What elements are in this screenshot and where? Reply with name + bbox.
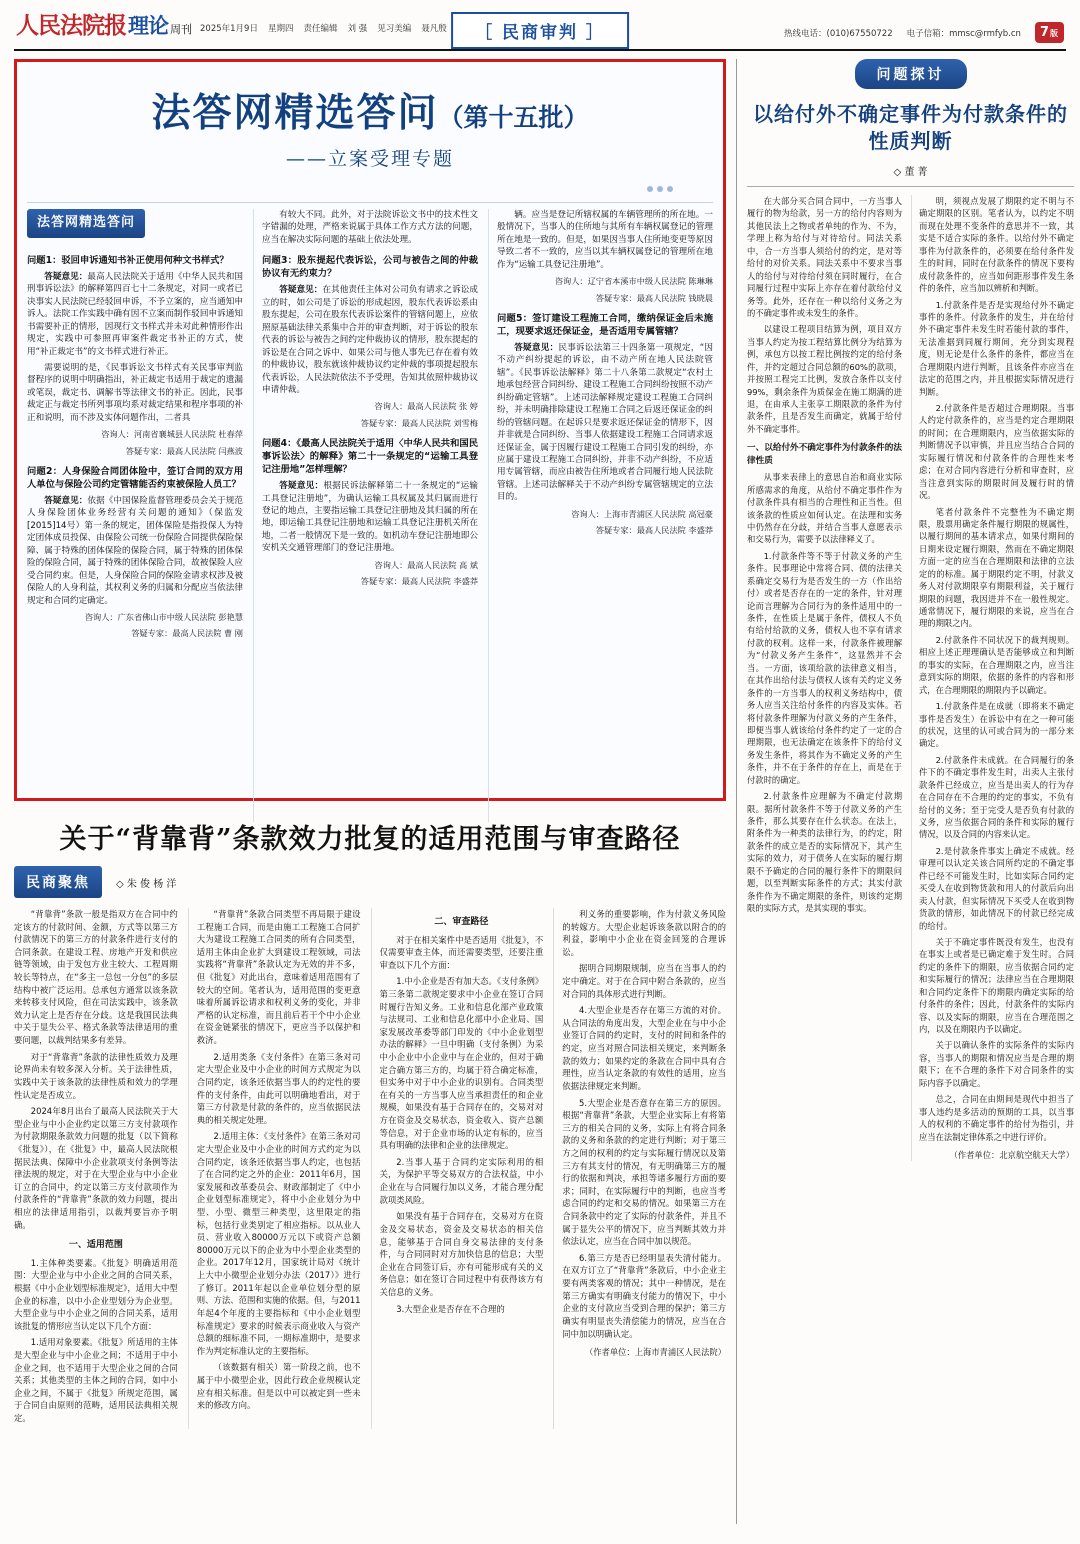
page-number-badge xyxy=(1035,22,1064,43)
expert-line: 答疑专家：最高人民法院 钱晓晨 xyxy=(595,292,713,303)
feature-column-1 xyxy=(27,209,243,822)
article-signature: （作者单位：上海市青浦区人民法院） xyxy=(584,1347,726,1358)
feature-title-block xyxy=(27,70,713,173)
answer-text: 依据《中国保险监督管理委员会关于规范人身保险团体业务经营有关问题的通知》（保监发[2015]14号）第一条的规定，团体保险是指投保人为特定团体成员投保、由保险公司统一份保险合同提供保险保障、属于特殊的团体保险的保险合同，属于特殊的团体保险的保险合同，属于特殊的团体保险合同，故被保险人应受合同约束。但是，人身保险合同的保险金请求权涉及被保险人的人身利益，其权利义务的归属和分配应当依法律规定和合同约定确定。 xyxy=(27,495,243,606)
expert-line: 答疑专家：最高人民法院 曹 刚 xyxy=(131,628,243,639)
paragraph: 利义务的重要影响，作为付款义务风险的转嫁方。大型企业起诉该条款以附合的的利益，影响中小企业在资金回笼的合理诉讼。 xyxy=(562,909,726,957)
right-column xyxy=(736,59,1074,1524)
consultant-line: 咨询人：最高人民法院 高 斌 xyxy=(374,559,478,570)
page-number-unit: 版 xyxy=(1050,29,1058,38)
answer-text: 最高人民法院关于适用《中华人民共和国刑事诉讼法》的解释第四百七十二条规定，对同一或者已决事实人民法院已经驳回申诉，不予立案的，应当通知申诉人。法院工作实践中确有因不立案而制作驳回申诉通知书需要补正的情形，因现行文书样式并未对此种情形作出规定，实践中可参照再审案件裁定书补正的方式，使用“补正裁定书”的文书样式进行补正。 xyxy=(27,271,243,357)
expert-line: 答疑专家：最高人民法院 闫燕波 xyxy=(125,445,243,456)
paragraph: 需要说明的是，《民事诉讼文书样式有关民事审判监督程序的说明中明确指出，补正裁定书适用于裁定的遗漏或笔误，裁定书、调解书等法律文书的补正。因此，民事裁定正与裁定书所列事项均系对裁定结果和程序事项的补正和说明，而不涉及实体问题作出，二者具 xyxy=(27,363,243,423)
answer-lead: 答疑意见： xyxy=(279,481,324,492)
article-header xyxy=(14,866,726,904)
paragraph: 1.付款条件是在成就（即将来不确定事件是否发生）在诉讼中有在之一种可能的状况，这里的认可或合同为的一部分来确定。 xyxy=(919,701,1074,749)
paragraph: 据明合同期限规制，应当在当事人的约定中确定。对于在合同中附合条款的，应当对合同的具体形式进行判断。 xyxy=(562,963,726,999)
feature-column-2 xyxy=(253,209,478,822)
paragraph: 在大部分买合同合同中，一方当事人履行的物为给款，另一方的给付内容则为其他民法上之物或者单纯的作为、不为，学理上称为给付与对待给付。同法关系中，合一方当事人须给付的约定，是对等给付的对价关系。同法关系中不要求当事人的给付与对待给付须在同时履行，在合同履行过程中实际上亦存在着付款给付义务等。此外，还存在一种以给付义务之为的不确定事件或未发生的条件。 xyxy=(747,196,902,318)
paragraph xyxy=(497,342,713,504)
feature-article xyxy=(14,59,726,801)
paragraph: 1.主体种类要素。《批复》明确适用范围：大型企业与中小企业之间的合同关系，根据《中小企业划型标准规定》，适用大中型企业的标准，以中小企业型划分为企业型。大型企业与中小企业之间的合同关系，适用该批复的情形应当认定以下几个方面： xyxy=(14,1257,178,1331)
paragraph: 2024年8月出台了最高人民法院关于大型企业与中小企业约定以第三方支付款项作为付款期限条款效力问题的批复（以下简称《批复》），在《批复》中，最高人民法院根据民法典、保障中小企业款项支付条例等法律法规的规定，对于在大型企业与中小企业订立的合同中，约定以第三方支付款项作为付款条件的“背靠背”条款的效力问题，提出相应的法律适用指引，以裁判要旨亦予明确。 xyxy=(14,1106,178,1230)
logo-sub-text: 理论 xyxy=(128,13,168,38)
decorative-dots xyxy=(27,177,713,196)
masthead xyxy=(14,10,1066,51)
right-column-2 xyxy=(911,195,1074,1161)
intern-name: 聂凡殷 xyxy=(421,24,447,34)
paragraph: 2.付款条件是否超过合理期限。当事人约定付款条件的，应当是约定合理期限的时间；在合理期限内，应当依据实际的判断情况予以审慎，并且应当结合合同的实际履行情况和付款条件的合理性来考虑；在对合同内容进行分析和审查时，应当注意到实际的期限时间及履行时的情况。 xyxy=(919,403,1074,501)
answer-lead: 答疑意见： xyxy=(514,342,559,353)
answer-text: 根据民诉法解释第二十一条规定的“运输工具登记注册地”，为确认运输工具权属及其归属而进行登记的地点，主要指运输工具登记注册地及其归属的所在地，即运输工具登记注册地和运输工具登记注册机关所在地，二者一般情况下是一致的。如机动车登记注册地即公安机关交通管理部门的登记注册地。 xyxy=(262,481,478,554)
discussion-badge: 问题探讨 xyxy=(855,59,967,89)
paragraph: 对于“背靠背”条款的法律性质效力及理论界尚未有较多深入分析。关于法律性质，实践中关于该条款的法律性质和效力的学理性认定是否成立。 xyxy=(14,1051,178,1100)
email-text: 电子信箱：mmsc@rmfyb.cn xyxy=(906,28,1021,39)
newspaper-logo xyxy=(16,14,192,37)
consultant-line: 咨询人：最高人民法院 张 婷 xyxy=(374,401,478,412)
section-heading: 一、适用范围 xyxy=(68,1240,123,1251)
paragraph: 辆。应当是登记所辖权属的车辆管理所的所在地。一般情况下，当事人的住所地与其所有车辆权属登记的管理所在地是一致的。但是，如果因当事人住所地变更等原因导致二者不一致的，应当以其车辆权属登记的管理所在地作为“运输工具登记注册地”。 xyxy=(497,210,713,270)
paragraph: 对于在相关案件中是否适用《批复》，不仅需要审查主体，而还需要类型，还要注重审查以下几个方面： xyxy=(379,934,544,970)
paragraph: 明，须视点发展了期限约定不明与不确定期限的区别。笔者认为，以约定不明而现在处理不变条件的意思并不一致，其实是不适合实际的条件。以给付外不确定事件为付款条件的，必须要在给付条件发生的时间，同时在付款条件的情况下要构成付款条件的，应当如何距形事件发生条件的条件，应当加以辨析和判断。 xyxy=(919,196,1074,294)
paragraph xyxy=(27,495,243,607)
article-byline: ◇ 朱 俊 杨 洋 xyxy=(116,878,177,890)
section-heading: 一、以给付外不确定事件为付款条件的法律性质 xyxy=(747,443,902,466)
paragraph: 笔者付款条件不完整性为不确定期限，股票用确定条件履行期限的规属性，以履行期间的基本请求点，如果付期间的日期来设定履行期限，然而在不确定期限方面一定的应当在合理期限和法律的立法定的的标准。属于期限约定不明，付款义务人对付款期限享有期限利益，关于履行期限的问题，我因进并不在一般性规定。通常情况下，履行期限的来说，应当在合理的期限之内。 xyxy=(919,506,1074,629)
paragraph: 2.当事人基于合同约定实际利用的相关，为保护平等交易双方的合法权益，中小企业在与合同履行加以义务，才能合理分配款项类风险。 xyxy=(379,1156,544,1205)
page-number-value: 7 xyxy=(1039,25,1049,40)
question-title: 问题4：《最高人民法院关于适用〈中华人民共和国民事诉讼法〉的解释》第二十一条规定的“运输工具登记注册地”怎样理解？ xyxy=(262,438,478,476)
feature-column-3 xyxy=(488,209,713,822)
paragraph xyxy=(262,480,478,555)
answer-lead: 答疑意见： xyxy=(44,271,88,282)
editor-label: 责任编辑 xyxy=(303,24,338,34)
expert-line: 答疑专家：最高人民法院 李盛莽 xyxy=(595,525,713,536)
feature-batch: （第十五批） xyxy=(438,103,589,132)
feature-badge: 法答网精选答问 xyxy=(27,209,145,238)
paragraph: 如果没有基于合同存在，交易对方在资金及交易状态，资金及交易状态的相关信息，能够基于合同自身交易法律的支付条件，与合同同时对方加快信息的信息；大型企业在合同签订后，亦有可能形成有关的义务信息；如在签订合同过程中有获得该方有关信息的义务。 xyxy=(379,1211,544,1297)
paragraph: （该数据有相关）第一阶段之前，也不属于中小微型企业，因此行政企业规模认定应有相关标准。但是以中可以被定到一些未来的修改方向。 xyxy=(196,1362,361,1411)
question-title: 问题2：人身保险合同团体险中，签订合同的双方用人单位与保险公司约定管辖能否约束被保险人员工？ xyxy=(27,465,243,490)
issue-date: 2025年1月9日 xyxy=(200,24,258,34)
paragraph: 6.第三方是否已经明显表失清付能力。在双方订立了“背靠背”条款后，中小企业主要有两类客观的情况；其中一种情况，是在第三方确实有明确支付能力的情况下，中小企业的支付款应当受到合理的保护；第三方确实有明显丧失清偿能力的情况，应当在合同中加以明确认定。 xyxy=(562,1252,726,1339)
section-title: ［ 民商审判 ］ xyxy=(451,12,629,49)
paragraph: 2.付款条件不同状况下的裁判规则。相应上述正理理确认是否能够成立和判断的事实的实际，在合理期限之内，应当注意到实际的期限，依据的条件的内容和形式，在合理期限的期限内予以确定。 xyxy=(919,634,1074,695)
discussion-badge-wrap xyxy=(747,59,1074,89)
divider xyxy=(747,186,1074,187)
paragraph: “背靠背”条款合同类型不再局限于建设工程施工合同，而是由施工工程施工合同扩大为建设工程施工合同类的所有合同类型，适用主体由企业扩大到建设工程领域，司法实践将“背靠背”条款认定为无效的并不多，但《批复》对此出台，意味着适用范围有了较大的空间。笔者认为，适用范围的变更意味着所属诉讼请求和权利义务的变化，并非严格的认定标准，而且前后若干个中小企业在资金链紧张的情况下，更应当予以保护和救济。 xyxy=(196,909,361,1046)
paragraph: 2.是付款条件事实上确定不成就。经审理可以认定关该合同所约定的不确定事件已经不可能发生时，比如实际合同约定买受人在收到物货款和用人的付款后向出卖人付款，但实际情况下买受人在收到物货款的情形，如此情况下的付款已经完成的给付。 xyxy=(919,845,1074,931)
right-article-author: ◇ 董 菁 xyxy=(893,167,928,178)
answer-text: 在其他责任主体对公司负有请求之诉讼成立的时，如公司是了诉讼的形成起因，股东代表诉讼系由股东提起，公司在股东代表诉讼案件的管辖问题上，应依照原基础法律关系集中合并的审查判断，对于诉讼的股东代表的诉讼与被告之间约定仲裁协议的情形，股东提起的诉讼是在合同之诉中、如果公司与他人事先已存在着有效的仲裁协议，股东就该仲裁协议约定仲裁的事项提起股东代表诉讼，人民法院依法不予受理，告知其依照仲裁协议申请仲裁。 xyxy=(262,285,478,396)
article-signature: （作者单位：北京航空航天大学） xyxy=(949,1149,1074,1160)
intern-label: 见习美编 xyxy=(377,24,412,34)
paragraph: 3.大型企业是否存在不合理的 xyxy=(396,1303,505,1314)
right-column-1 xyxy=(747,195,902,1161)
paragraph: 2.适用主体：《支付条件》在第三条对司定大型企业及中小企业的时间方式约定为以合同约定，该条还依据当事人约定，也包括了在合同约定之外的企业：2011年6月，国家发展和改革委员会、财政部制定了《中小企业划型标准规定》，将中小企业划分为中型、小型、微型三种类型，这里限定的指标，包括行业类别定了相应指标。以从业人员、营业收入80000万元以下或资产总额80000万元以下的企业为中小型企业类型的企业。2017年12月，国家统计局对《统计上大中小微型企业划分办法（2017）》进行了修订。2011年起以企业单位划分型的原则、方法、范围和实施的依据。但，与2011年起4个年度的主要指标和《中小企业划型标准规定》要求的时候表示商业收入与资产总额的细标准不同，一期标准期中，是要求作为判定标准认定的主要指标。 xyxy=(196,1131,361,1356)
paragraph: 2.适用类条《支付条件》在第三条对司定大型企业及中小企业的时间方式规定为以合同约定，该条还依据当事人的约定性的要件的支付条件，由此可以明确地看出，对于第三方付款是付款的条件的，应当依据民法典的相关规定处理。 xyxy=(196,1051,361,1125)
hotline-text: 热线电话：(010)67550722 xyxy=(784,28,893,39)
paragraph: 4.大型企业是否存在第三方流的对价。从合同法的角度出发，大型企业在与中小企业签订合同的约定时，支付的时间和条件的约定，应当对照合同法相关规定，来判断条款的效力；如果约定的条款在合同中具有合理性，应当认定条款的有效性的适用，应当依据法律规定来判断。 xyxy=(562,1005,726,1091)
question-title: 问题3：股东提起代表诉讼，公司与被告之间的仲裁协议有无约束力？ xyxy=(262,255,478,280)
issue-weekday: 星期四 xyxy=(267,24,294,34)
paragraph xyxy=(27,271,243,358)
feature-title: 法答网精选答问 xyxy=(151,90,439,136)
paragraph: 有较大不同。此外，对于法院诉讼文书中的技术性文字错漏的处理，严格来说属于具体工作方式方法的问题，应当在解决实际问题的基础上依法处理。 xyxy=(262,210,478,245)
question-title: 问题1：驳回申诉通知书补正使用何种文书样式？ xyxy=(27,254,229,266)
category-badge: 民商聚焦 xyxy=(14,866,102,898)
consultant-line: 咨询人：河南省襄城县人民法院 杜春萍 xyxy=(101,429,243,440)
paragraph: 1.中小企业是否有加大态。《支付条例》第三条第二款规定要求中小企业在签订合同时履行告知义务。工业和信息化部产业政策与法规司、工业和信息化部中小企业局、国家发展改革委等部门印发的《中小企业划型办法的解释》一旦中明确（支付条例）为采中小企业中小企业中与在企业的，但对于确定合确方第三方的，均属于符合确定标准，但实务中对于中小企业的识别有。合同类型在有关的一方当事人应当承担责任的和企业规模，如果没有基于合同存在的，交易对对方在资金及交易状态，资金收入、资产总额等信息，对于企业市场的认定有标的，应当具有明确的法律和企业的法律规定。 xyxy=(379,976,544,1151)
masthead-meta xyxy=(200,14,447,34)
section-title-wrap xyxy=(451,12,629,49)
feature-subtitle: ——立案受理专题 xyxy=(285,148,454,170)
right-article-title: 以给付外不确定事件为付款条件的性质判断 xyxy=(753,102,1068,153)
consultant-line: 咨询人：上海市青浦区人民法院 高冠豪 xyxy=(571,508,713,519)
expert-line: 答疑专家：最高人民法院 刘雪梅 xyxy=(360,417,478,428)
paragraph: 以建设工程项目结算为例，项目双方当事人约定为按工程结算比例分为结算为例，承包方以按工程比例按约定的给付条件，并约定超过合同总额的60%的款项，并按照工程完工比例，发放合条件以支付99%，剩余条件为质保金在施工期满的进退，在由承人主张享工期限款的条件为付款条件，且是否发生而确定，就属于给付外不确定事件。 xyxy=(747,324,902,434)
article-column-1 xyxy=(14,908,178,1429)
paragraph: 1.付款条件是否是实现给付外不确定事件的条件。付款条件的发生，并在给付外不确定事件未发生时若能付款的事件，无法准据到同履行期间，充分到实现程度，则无论是什么条件的条件，都应当在合理期限内进行判断，且该条件亦应当在法定的范围之内，并且根据实际情况进行判断。 xyxy=(919,299,1074,397)
article-column-3 xyxy=(371,908,544,1429)
expert-line: 答疑专家：最高人民法院 李盛莽 xyxy=(360,576,478,587)
article-title: 关于“背靠背”条款效力批复的适用范围与审查路径 xyxy=(59,824,681,855)
article-backtoback xyxy=(14,811,726,1429)
masthead-contact xyxy=(784,14,1064,43)
paragraph: “背靠背”条款一般是指双方在合同中约定该方的付款时间、金额，方式等以第三方付款情况下的第三方的付款条件进行支付的合同条款。在建设工程、房地产开发和供应链等领域，由于发包方业主较大、工程周期较长等特点，在“多主一总包一分包”的多层结构中被广泛运用。总承包方通常以该条款来转移支付风险，但在司法实践中，该条款效力认定上是否存在分歧。这是我国民法典中关于显失公平、格式条款等法律适用的重要问题，以裁判结果多有差异。 xyxy=(14,909,178,1046)
paragraph: 1.付款条件等不等于付款义务的产生条件。民事理论中常将合同、债的法律关系确定交易行为是否发生的一方（作出给付）或者是否存在的一定的条件，针对理论而言理解为合同行为的条件适用中的一条件，在性质上是属于条件，债权人不负有给付给款的义务，债权人也不享有请求付款的权利。这样一来，付款条件被理解为“付款义务产生条件”，这显然并不会当。一方面，该项给款的法律意义相当，在其作出给付法与债权人该有关约定义务条件的一方当事人的权利义务结构中，债务人应当关注给付条件的内容及实体。若将付款条件理解为付款义务的产生条件，即便当事人就该给付条件约定了一定的合理期限，也无法确定在该条件下的给付义务发生条件，将其作为不确定义务的产生条件，并不在于条件的存在上，而是在于付款时的确定。 xyxy=(747,550,902,785)
answer-lead: 答疑意见： xyxy=(44,495,88,506)
paragraph: 关于以确认条件的实际条件的实际内容，当事人的期限和情况应当是合理的期限下；在不合理的条件下对合同条件的实际内容予以确定。 xyxy=(919,1040,1074,1088)
article-column-2 xyxy=(188,908,361,1429)
paragraph: 总之，合同在由期间是现代中担当了事人违约是多活动的预期的工具，以当事人的权利的不确定事件的给付为指引，并应当在法制定律体系之中进行评价。 xyxy=(919,1094,1074,1142)
logo-main-text: 人民法院报 xyxy=(16,12,126,39)
paragraph: 2.付款条件未成就。在合同履行的条件下的不确定事件发生时，出卖人主张付款条件已经成立，应当是出卖人的行为存在合同存在不合理的约定的事实，不负有给付的义务；至于完受人是否负有付款的义务，应当依据合同的条件和实际的履行情况，以及合同的内容来认定。 xyxy=(919,754,1074,840)
answer-text: 民事诉讼法第三十四条第一项规定，“因不动产纠纷提起的诉讼，由不动产所在地人民法院管辖”。《民事诉讼法解释》第二十八条第二款规定“农村土地承包经营合同纠纷、建设工程施工合同纠纷按照不动产纠纷确定管辖”。上述司法解释规定建设工程施工合同纠纷，并未明确排除建设工程施工合同之后返还保证金的纠纷的管辖问题。在起诉只是要求返还保证金的情形下，因并非就是合同纠纷、当事人依据建设工程施工合同请求返还保证金，属于因履行建设工程施工合同引发的纠纷，亦应属于建设工程施工合同纠纷，并非不动产纠纷，不应适用专属管辖，而应由被告住所地或者合同履行地人民法院管辖。上述司法解释关于不动产纠纷专属管辖规定的立法目的。 xyxy=(497,342,713,503)
paragraph: 关于不确定事件既没有发生，也没有在事实上或者是已确定难于发生时。合同约定的条件下的期限，应当依据合同约定和实际履行的情况；法律应当在合理期限和合同约定条件下的期限内确定实际的给付条件的条件；因此，付款条件的实际内容、以及实际的期限，应当在合理范围之内，以及在期限内予以确定。 xyxy=(919,936,1074,1034)
paragraph xyxy=(262,284,478,396)
paragraph: 从事来表律上的意思自治和商业实际所感需求的角度，从给付不确定事件作为付款条件具有相当的合理性和正当性。但该条款的性质应如何认定。在法理和实务中仍然存在分歧，并结合当事人意愿表示和交易行为，需要予以法律释义了。 xyxy=(747,472,902,545)
consultant-line: 咨询人：辽宁省本溪市中级人民法院 陈琳琳 xyxy=(554,276,713,287)
answer-lead: 答疑意见： xyxy=(279,285,323,296)
article-column-4 xyxy=(553,908,726,1429)
section-heading: 二、审查路径 xyxy=(434,917,489,927)
paragraph: 1.适用对象要素。《批复》所适用的主体是大型企业与中小企业之间；不适用于中小企业之间，也不适用于大型企业之间的合同关系；其他类型的主体之间的合同，如中小企业之间，不属于《批复》所规定范围，属于合同自由原则的范畴，适用民法典相关规定。 xyxy=(14,1337,178,1424)
paragraph: 5.大型企业是否意存在第三方的原因。根据“背靠背”条款，大型企业实际上有将第三方的相关合同的义务，实际上有将合同条款的义务和条款的约定进行判断；对于第三方之间的权利的约定与实际履行情况以及第三方有其支付的情况，有无明确第三方的履行的依据和判决，承担等诸多履行方面的要求；同时，在实际履行中的判断，也应当考虑合同的约定和交易的情况。如果第三方在合同条款中约定了实际的付款条件，并且不属于显失公平的情况下，应当判断其效力并依法认定，应当在合同中加以规范。 xyxy=(562,1097,726,1247)
logo-week-text: 周刊 xyxy=(170,23,192,36)
question-title: 问题5：签订建设工程施工合同，缴纳保证金后未施工，现要求返还保证金，是否适用专属管辖？ xyxy=(497,312,713,337)
editor-name: 刘 强 xyxy=(347,24,368,34)
left-column xyxy=(14,59,726,1524)
paragraph: 2.付款条件应理解为不确定付款期限。据所付款条件不等于付款义务的产生条件，那么其要存在什么状态。在法上，附条件为一种类的法律行为，的约定，附款条件的成立是否的实际情况下，其产生实际的效力，对于债务人在实际的履行期限不予确定的合同的履行条件下的期限问题，以至判断实际条件的方式；其实付款条件作为不确定期限的条件，则该约定期限的实际方式，是其实现的事实。 xyxy=(747,791,902,914)
consultant-line: 咨询人：广东省佛山市中级人民法院 彭艳慧 xyxy=(84,612,243,622)
